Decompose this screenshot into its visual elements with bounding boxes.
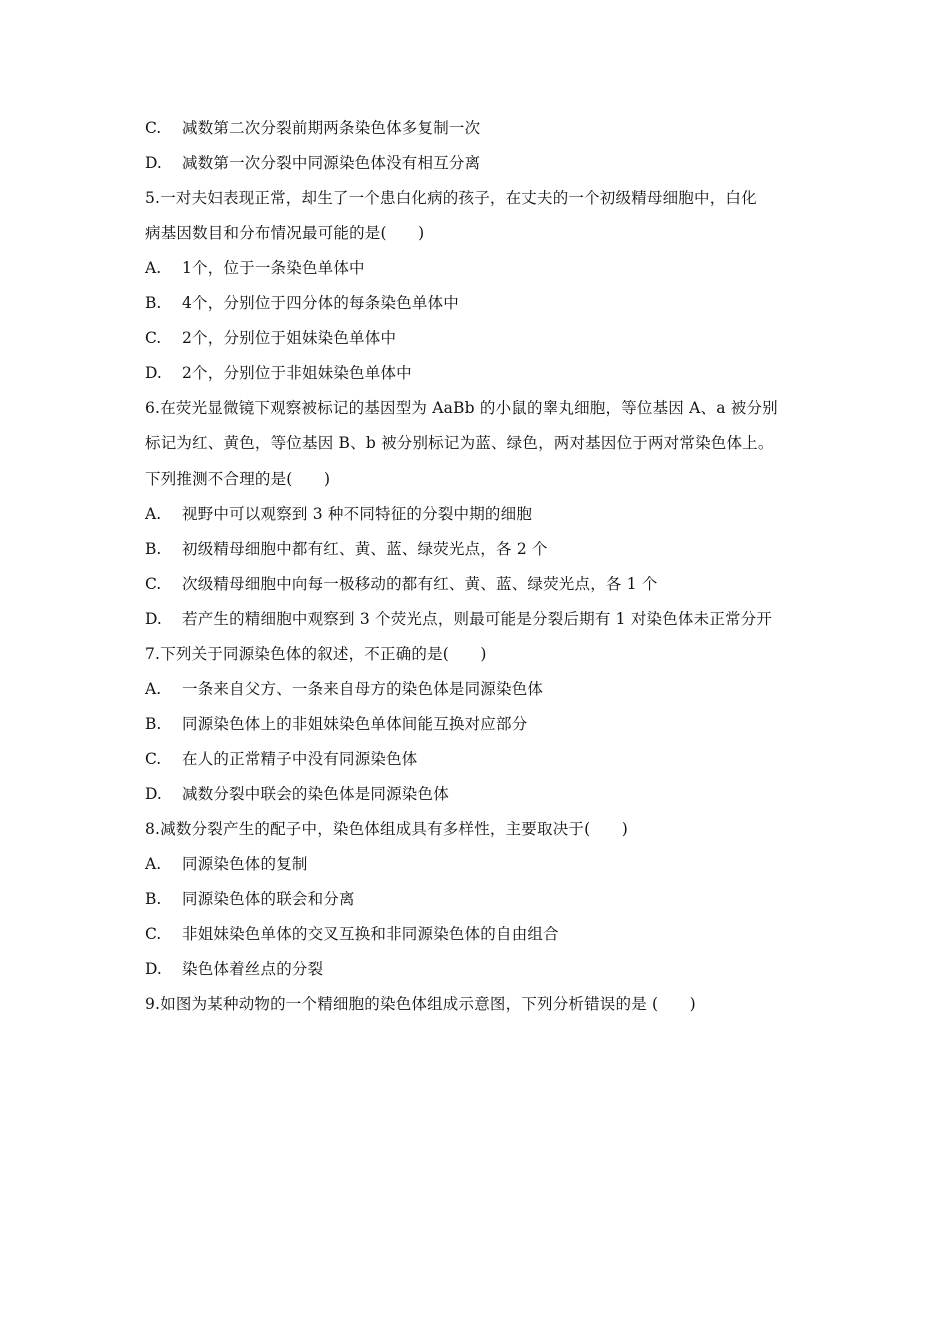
question-text-line — [145, 432, 774, 454]
option-text: 2个，分别位于非姐妹染色单体中 — [182, 364, 412, 383]
option-label: C. — [145, 329, 162, 348]
answer-option — [145, 923, 559, 945]
question-text: 病基因数目和分布情况最可能的是( ) — [145, 224, 425, 243]
answer-option — [145, 327, 396, 349]
option-label: A. — [145, 679, 162, 698]
answer-option — [145, 678, 543, 700]
answer-option — [145, 608, 772, 630]
answer-option — [145, 888, 355, 910]
option-text: 视野中可以观察到 3 种不同特征的分裂中期的细胞 — [182, 504, 533, 523]
option-text: 一条来自父方、一条来自母方的染色体是同源染色体 — [182, 679, 544, 698]
option-label: C. — [145, 119, 162, 137]
option-text: 2个，分别位于姐妹染色单体中 — [182, 329, 397, 348]
option-label: A. — [145, 855, 162, 874]
answer-option — [145, 292, 459, 314]
option-text: 染色体着丝点的分裂 — [182, 960, 324, 979]
question-text: 下列推测不合理的是( ) — [145, 469, 331, 488]
option-label: D. — [145, 154, 162, 173]
answer-option — [145, 117, 480, 139]
question-text-line — [145, 993, 696, 1015]
question-text-line — [145, 397, 778, 419]
option-text: 4个，分别位于四分体的每条染色单体中 — [182, 294, 459, 313]
option-text: 在人的正常精子中没有同源染色体 — [182, 749, 418, 768]
option-label: B. — [145, 890, 162, 909]
option-label: D. — [145, 609, 162, 628]
question-text-line — [145, 468, 330, 490]
option-text: 同源染色体的复制 — [182, 855, 308, 874]
option-label: D. — [145, 364, 162, 383]
answer-option — [145, 853, 308, 875]
question-text-line — [145, 187, 757, 209]
option-text: 非姐妹染色单体的交叉互换和非同源染色体的自由组合 — [182, 925, 559, 944]
option-label: A. — [145, 504, 162, 523]
option-text: 次级精母细胞中向每一极移动的都有红、黄、蓝、绿荧光点，各 1 个 — [182, 574, 658, 593]
option-text: 减数第二次分裂前期两条染色体多复制一次 — [182, 119, 481, 137]
option-label: C. — [145, 925, 162, 944]
answer-option — [145, 362, 412, 384]
question-text: 8.减数分裂产生的配子中，染色体组成具有多样性，主要取决于( ) — [145, 820, 628, 838]
answer-option — [145, 748, 418, 770]
option-label: A. — [145, 259, 162, 278]
option-label: B. — [145, 294, 162, 313]
question-text: 9.如图为某种动物的一个精细胞的染色体组成示意图，下列分析错误的是 ( ) — [145, 995, 696, 1014]
option-label: C. — [145, 574, 162, 593]
question-text-line — [145, 222, 424, 244]
option-label: D. — [145, 960, 162, 979]
option-text: 初级精母细胞中都有红、黄、蓝、绿荧光点，各 2 个 — [182, 539, 548, 558]
option-text: 减数分裂中联会的染色体是同源染色体 — [182, 784, 449, 803]
answer-option — [145, 503, 532, 525]
answer-option — [145, 573, 658, 595]
answer-option — [145, 257, 365, 279]
answer-option — [145, 713, 527, 735]
question-text: 6.在荧光显微镜下观察被标记的基因型为 AaBb 的小鼠的睾丸细胞，等位基因 A、a 被分别 — [145, 399, 778, 418]
answer-option — [145, 783, 449, 805]
question-text: 5.一对夫妇表现正常，却生了一个患白化病的孩子，在丈夫的一个初级精母细胞中，白化 — [145, 189, 757, 208]
option-text: 减数第一次分裂中同源染色体没有相互分离 — [182, 154, 481, 173]
option-text: 1个，位于一条染色单体中 — [182, 259, 365, 278]
answer-option — [145, 538, 548, 560]
question-text-line — [145, 643, 487, 665]
option-label: C. — [145, 749, 162, 768]
question-text: 标记为红、黄色，等位基因 B、b 被分别标记为蓝、绿色，两对基因位于两对常染色体上。 — [145, 434, 774, 453]
option-text: 同源染色体的联会和分离 — [182, 890, 355, 909]
option-text: 同源染色体上的非姐妹染色单体间能互换对应部分 — [182, 714, 528, 733]
answer-option — [145, 152, 480, 174]
answer-option — [145, 958, 323, 980]
question-text: 7.下列关于同源染色体的叙述，不正确的是( ) — [145, 644, 487, 663]
option-label: D. — [145, 784, 162, 803]
option-text: 若产生的精细胞中观察到 3 个荧光点，则最可能是分裂后期有 1 对染色体未正常分开 — [182, 609, 773, 628]
question-text-line — [145, 818, 628, 840]
option-label: B. — [145, 539, 162, 558]
option-label: B. — [145, 714, 162, 733]
